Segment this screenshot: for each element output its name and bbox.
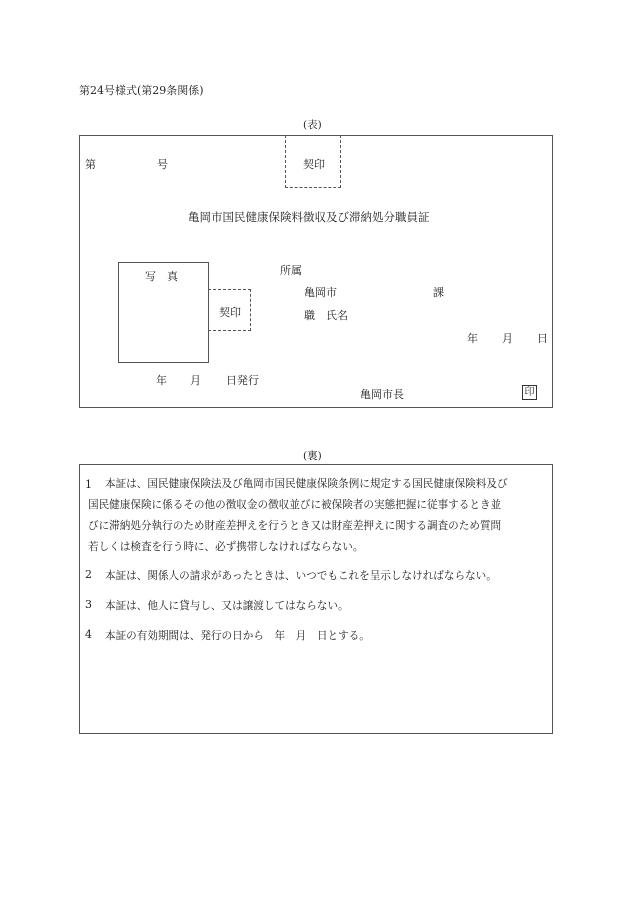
- item-2-number: 2: [85, 568, 92, 581]
- item-3-text: 本証は、他人に貸与し、又は譲渡してはならない。: [105, 600, 349, 612]
- back-label: (裏): [303, 450, 322, 462]
- item-1-number: 1: [85, 478, 92, 491]
- item-2-text: 本証は、関係人の請求があったときは、いつでもこれを呈示しなければならない。: [105, 570, 497, 582]
- issue-month: 月: [190, 374, 201, 387]
- item-3-number: 3: [85, 598, 92, 611]
- form-title: 第24号様式(第29条関係): [79, 84, 204, 97]
- item-1-line: 若しくは検査を行う時に、必ず携帯しなければならない。: [88, 541, 364, 553]
- date-month: 月: [502, 332, 513, 345]
- stamp-seal: 印: [522, 385, 537, 400]
- card-title: 亀岡市国民健康保険料徴収及び滞納処分職員証: [188, 210, 430, 224]
- number-dai: 第: [85, 158, 96, 171]
- seal-photo-label: 契印: [219, 306, 241, 319]
- issue-day-issued: 日発行: [226, 374, 259, 387]
- item-4-number: 4: [85, 628, 92, 641]
- photo-label: 写 真: [145, 270, 178, 283]
- number-go: 号: [157, 158, 168, 171]
- item-1-line: 国民健康保険に係るその他の徴収金の徴収並びに被保険者の実態把握に従事するとき並: [88, 499, 502, 511]
- date-day: 日: [537, 332, 548, 345]
- date-year: 年: [467, 332, 478, 345]
- affiliation-label: 所属: [280, 264, 302, 277]
- city-label: 亀岡市: [304, 286, 337, 299]
- mayor-label: 亀岡市長: [360, 388, 404, 401]
- item-4-text: 本証の有効期間は、発行の日から 年 月 日とする。: [105, 630, 370, 642]
- front-label: (表): [303, 119, 322, 131]
- item-1-line: 本証は、国民健康保険法及び亀岡市国民健康保険条例に規定する国民健康保険料及び: [105, 478, 508, 490]
- seal-top-label: 契印: [303, 158, 325, 171]
- issue-year: 年: [156, 374, 167, 387]
- position-name-label: 職 氏名: [304, 309, 348, 322]
- item-1-line: びに滞納処分執行のため財産差押えを行うとき又は財産差押えに関する調査のため質問: [88, 520, 502, 532]
- section-label: 課: [433, 286, 444, 299]
- item-1-text: [86, 474, 550, 558]
